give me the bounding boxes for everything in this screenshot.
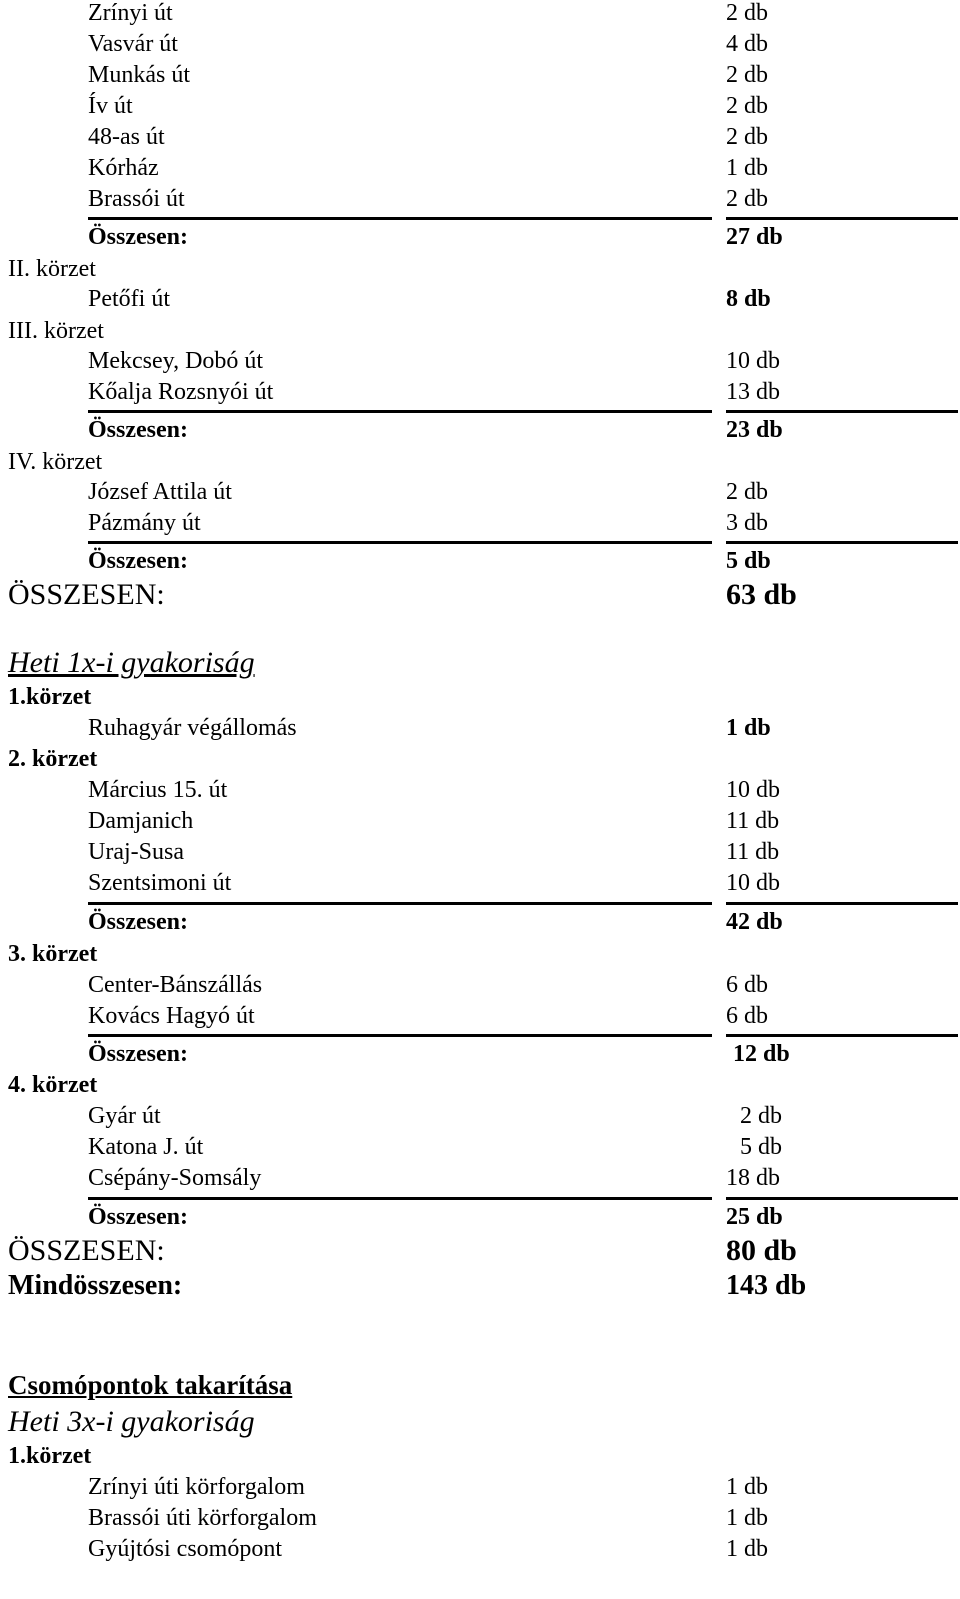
- count-value: 6 db: [726, 972, 768, 998]
- divider-gap: [712, 217, 726, 220]
- divider: [88, 541, 958, 544]
- nodes-title: Csomópontok takarítása: [8, 1370, 293, 1400]
- node-label: Brassói úti körforgalom: [88, 1505, 317, 1531]
- list-item: [0, 1474, 960, 1506]
- count-value: 1 db: [726, 1536, 768, 1562]
- subtotal-label: Összesen:: [88, 909, 188, 935]
- district-heading: [0, 318, 960, 350]
- district-title: 3. körzet: [8, 941, 98, 967]
- district-title: 1.körzet: [8, 684, 92, 710]
- street-label: Zrínyi út: [88, 0, 173, 26]
- list-item: [0, 93, 960, 125]
- count-value: 2 db: [726, 479, 768, 505]
- subtotal-label: Összesen:: [88, 1204, 188, 1230]
- list-item: [0, 186, 960, 218]
- subtotal-row: [0, 548, 960, 580]
- street-label: Pázmány út: [88, 510, 201, 536]
- district-title: 2. körzet: [8, 746, 98, 772]
- street-label: Gyár út: [88, 1103, 161, 1129]
- grand-total-value: 63 db: [726, 578, 797, 611]
- count-value: 5 db: [740, 1134, 782, 1160]
- district-title: III. körzet: [8, 318, 104, 344]
- subtotal-row: [0, 909, 960, 941]
- divider-gap: [712, 1197, 726, 1200]
- district-title: 1.körzet: [8, 1443, 92, 1469]
- district-heading: [0, 256, 960, 288]
- list-item: [0, 808, 960, 840]
- street-label: Kőalja Rozsnyói út: [88, 379, 274, 405]
- count-value: 6 db: [726, 1003, 768, 1029]
- subtotal-row: [0, 1204, 960, 1236]
- count-value: 1 db: [726, 1505, 768, 1531]
- list-item: [0, 972, 960, 1004]
- district-heading: [0, 449, 960, 481]
- list-item: [0, 0, 960, 32]
- frequency-heading: [0, 1405, 960, 1443]
- count-value: 10 db: [726, 870, 780, 896]
- divider: [88, 902, 958, 905]
- frequency-title: Heti 3x-i gyakoriság: [8, 1405, 255, 1438]
- street-label: Ív út: [88, 93, 133, 119]
- list-item: [0, 1165, 960, 1197]
- grand-total-value: 80 db: [726, 1234, 797, 1267]
- district-heading: [0, 746, 960, 778]
- subtotal-value: 25 db: [726, 1204, 783, 1230]
- divider: [88, 217, 958, 220]
- overall-total-label: Mindösszesen:: [8, 1270, 183, 1301]
- street-label: Csépány-Somsály: [88, 1165, 262, 1191]
- street-label: Ruhagyár végállomás: [88, 715, 297, 741]
- subtotal-label: Összesen:: [88, 224, 188, 250]
- subtotal-row: [0, 417, 960, 449]
- list-item: [0, 31, 960, 63]
- list-item: [0, 124, 960, 156]
- count-value: 2 db: [726, 0, 768, 26]
- count-value: 2 db: [726, 124, 768, 150]
- subtotal-value: 5 db: [726, 548, 771, 574]
- list-item: [0, 1505, 960, 1537]
- street-label: Center-Bánszállás: [88, 972, 263, 998]
- subtotal-row: [0, 1041, 960, 1073]
- district-title: IV. körzet: [8, 449, 103, 475]
- street-label: Mekcsey, Dobó út: [88, 348, 264, 374]
- section-heading: [0, 1370, 960, 1406]
- list-item: [0, 1103, 960, 1135]
- list-item: [0, 1536, 960, 1568]
- section-heading: [0, 646, 960, 684]
- list-item: [0, 777, 960, 809]
- count-value: 10 db: [726, 348, 780, 374]
- list-item: [0, 510, 960, 542]
- subtotal-label: Összesen:: [88, 1041, 188, 1067]
- count-value: 4 db: [726, 31, 768, 57]
- district-heading: [0, 1443, 960, 1475]
- count-value: 13 db: [726, 379, 780, 405]
- subtotal-value: 12 db: [733, 1041, 790, 1067]
- node-label: Zrínyi úti körforgalom: [88, 1474, 305, 1500]
- divider-gap: [712, 541, 726, 544]
- list-item: [0, 1134, 960, 1166]
- street-label: Kórház: [88, 155, 159, 181]
- street-label: Petőfi út: [88, 286, 170, 312]
- count-value: 3 db: [726, 510, 768, 536]
- street-label: József Attila út: [88, 479, 232, 505]
- list-item: [0, 715, 960, 747]
- divider-gap: [712, 410, 726, 413]
- district-heading: [0, 684, 960, 716]
- grand-total-label: ÖSSZESEN:: [8, 578, 165, 611]
- street-label: Munkás út: [88, 62, 190, 88]
- overall-total-value: 143 db: [726, 1270, 807, 1301]
- list-item: [0, 62, 960, 94]
- list-item: [0, 286, 960, 318]
- list-item: [0, 839, 960, 871]
- district-title: II. körzet: [8, 256, 96, 282]
- count-value: 10 db: [726, 777, 780, 803]
- list-item: [0, 348, 960, 380]
- subtotal-row: [0, 224, 960, 256]
- divider-gap: [712, 902, 726, 905]
- street-label: Március 15. út: [88, 777, 228, 803]
- divider-gap: [712, 1034, 726, 1037]
- street-label: Katona J. út: [88, 1134, 204, 1160]
- divider: [88, 1197, 958, 1200]
- count-value: 2 db: [726, 93, 768, 119]
- grand-total-row: [0, 1234, 960, 1274]
- grand-total-row: [0, 578, 960, 618]
- subtotal-value: 27 db: [726, 224, 783, 250]
- count-value: 2 db: [726, 62, 768, 88]
- count-value: 1 db: [726, 715, 771, 741]
- subtotal-value: 23 db: [726, 417, 783, 443]
- count-value: 2 db: [726, 186, 768, 212]
- overall-total-row: [0, 1270, 960, 1310]
- street-label: Vasvár út: [88, 31, 178, 57]
- divider: [88, 410, 958, 413]
- subtotal-value: 42 db: [726, 909, 783, 935]
- count-value: 1 db: [726, 155, 768, 181]
- count-value: 1 db: [726, 1474, 768, 1500]
- street-label: 48-as út: [88, 124, 165, 150]
- count-value: 2 db: [740, 1103, 782, 1129]
- list-item: [0, 479, 960, 511]
- count-value: 11 db: [726, 808, 780, 834]
- street-label: Brassói út: [88, 186, 185, 212]
- divider: [88, 1034, 958, 1037]
- frequency-title: Heti 1x-i gyakoriság: [8, 646, 255, 679]
- subtotal-label: Összesen:: [88, 417, 188, 443]
- count-value: 18 db: [726, 1165, 780, 1191]
- district-heading: [0, 1072, 960, 1104]
- list-item: [0, 870, 960, 902]
- street-label: Damjanich: [88, 808, 194, 834]
- list-item: [0, 379, 960, 411]
- list-item: [0, 155, 960, 187]
- count-value: 11 db: [726, 839, 780, 865]
- count-value: 8 db: [726, 286, 771, 312]
- district-heading: [0, 941, 960, 973]
- list-item: [0, 1003, 960, 1035]
- street-label: Uraj-Susa: [88, 839, 184, 865]
- street-label: Szentsimoni út: [88, 870, 232, 896]
- district-title: 4. körzet: [8, 1072, 98, 1098]
- subtotal-label: Összesen:: [88, 548, 188, 574]
- grand-total-label: ÖSSZESEN:: [8, 1234, 165, 1267]
- node-label: Gyújtósi csomópont: [88, 1536, 283, 1562]
- street-label: Kovács Hagyó út: [88, 1003, 255, 1029]
